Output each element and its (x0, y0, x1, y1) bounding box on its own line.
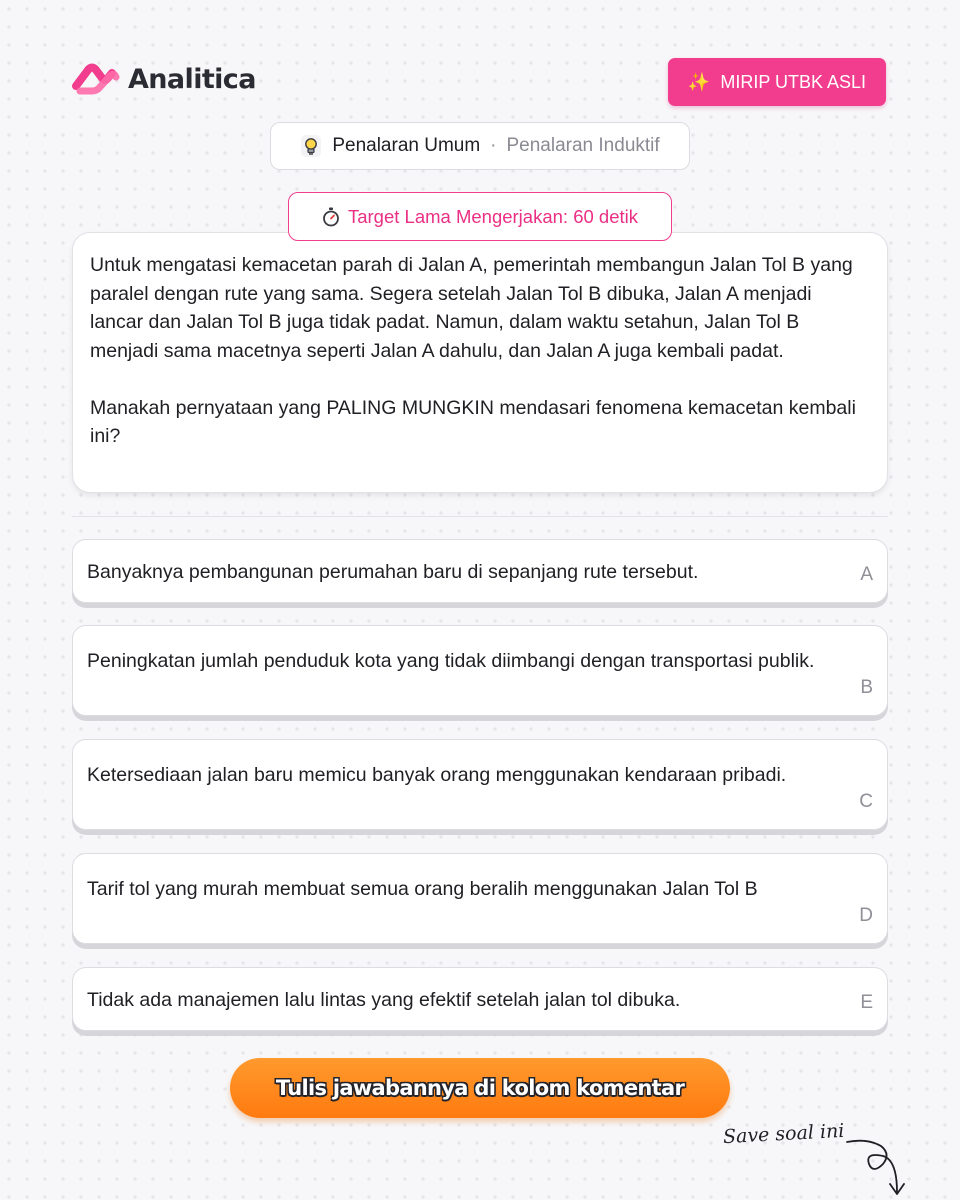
analitica-logo-icon (72, 60, 120, 98)
option-text: Peningkatan jumlah penduduk kota yang tidak diimbangi dengan transportasi publik. (87, 650, 815, 672)
option-letter: A (860, 564, 873, 585)
save-hint-text: Save soal ini (722, 1119, 845, 1149)
option-letter: B (860, 677, 873, 698)
target-time-label: Target Lama Mengerjakan: 60 detik (347, 205, 638, 227)
option-letter: E (860, 992, 873, 1013)
comment-cta-button[interactable]: Tulis jawabannya di kolom komentar (230, 1058, 730, 1118)
lightbulb-icon (300, 134, 322, 158)
option-text: Tidak ada manajemen lalu lintas yang efektif setelah jalan tol dibuka. (87, 989, 681, 1011)
subject-separator: · (490, 135, 497, 156)
option-b[interactable] (72, 625, 888, 716)
subject-topic: Penalaran Induktif (506, 135, 660, 156)
utbk-badge (668, 58, 886, 106)
option-c[interactable] (72, 739, 888, 830)
option-e[interactable] (72, 967, 888, 1031)
target-time-pill (288, 192, 672, 241)
option-text: Ketersediaan jalan baru memicu banyak orang menggunakan kendaraan pribadi. (87, 764, 787, 786)
option-a[interactable] (72, 539, 888, 603)
option-text: Tarif tol yang murah membuat semua orang beralih menggunakan Jalan Tol B (87, 878, 758, 900)
sparkle-icon: ✨ (687, 71, 711, 92)
option-letter: D (859, 905, 873, 926)
option-text: Banyaknya pembangunan perumahan baru di sepanjang rute tersebut. (87, 561, 699, 583)
subject-category: Penalaran Umum (332, 135, 481, 156)
option-d[interactable] (72, 853, 888, 944)
question-card (72, 232, 888, 493)
question-prompt: Manakah pernyataan yang PALING MUNGKIN mendasari fenomena kemacetan kembali ini? (90, 396, 856, 447)
option-letter: C (859, 791, 873, 812)
badge-label: MIRIP UTBK ASLI (720, 71, 867, 92)
stopwatch-icon (322, 207, 340, 227)
brand-logo (72, 60, 256, 98)
question-stimulus: Untuk mengatasi kemacetan parah di Jalan A, pemerintah membangun Jalan Tol B yang paralel dengan rute yang sama. Segera setelah Jalan Tol B dibuka, Jalan A menjadi lancar dan Jalan Tol B juga tidak padat. Namun, dalam waktu setahun, Jalan Tol B menjadi sama macetnya seperti Jalan A dahulu, dan Jalan A juga kembali padat. (90, 254, 853, 362)
divider (72, 516, 888, 517)
subject-pill (270, 122, 690, 170)
brand-name: Analitica (128, 63, 256, 95)
curly-arrow-icon (845, 1128, 915, 1198)
